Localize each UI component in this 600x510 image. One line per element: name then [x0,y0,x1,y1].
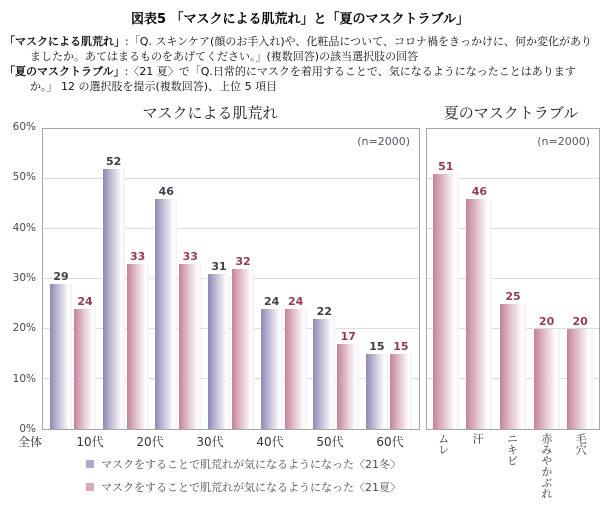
bar-group [50,129,96,429]
bar [433,160,459,429]
bar-value-label: 31 [211,260,227,273]
bar [155,185,177,429]
y-axis [0,121,42,435]
bar [261,295,283,429]
description-text: :〈21 夏〉で「Q.日常的にマスクを着用することで、気になるようになったことはありますか。」 12 の選択肢を提示(複数回答)、上位 5 項目 [30,65,576,93]
bar [179,250,201,429]
bar [567,315,593,429]
x-axis-label-slot [499,433,525,466]
bar-value-label: 33 [130,250,146,263]
right-plot-area [426,128,600,430]
bar-value-label: 15 [369,340,385,353]
description-item [4,34,598,64]
bar-value-label: 17 [340,330,356,344]
legend-item [86,456,401,472]
left-plot-area [42,128,420,430]
bar-value-label: 46 [471,185,488,198]
x-axis-label: 赤みやかぶれ [539,433,553,499]
description-text: :「Q. スキンケア(顔のお手入れ)や、化粧品について、コロナ禍をきっかけに、何か変化がありましたか。あてはまるものをあげてください。」(複数回答)の該当選択肢の回答 [30,35,592,63]
y-axis-tick: 30% [12,272,36,284]
bar-value-label: 32 [235,255,251,269]
bar-value-label: 20 [572,315,588,329]
legend-marker [86,483,94,491]
x-axis-label-slot [465,433,491,444]
bar-group [366,129,412,429]
bar-value-label: 20 [538,315,555,329]
chart-title: マスクによる肌荒れ [142,104,278,122]
x-axis-labels [0,433,420,450]
chart-legend [86,456,401,502]
bar [466,185,492,429]
y-axis-tick: 60% [12,121,36,133]
description-term: 「マスクによる肌荒れ」 [4,35,125,48]
x-axis-label: 40代 [256,435,284,449]
bar [534,315,560,429]
x-axis-label: 30代 [196,435,224,449]
bar-group [261,129,307,429]
chart-title: 夏のマスクトラブル [443,104,579,122]
sample-size-annotation: (n=2000) [537,135,590,148]
x-axis-label: ニキビ [505,433,519,466]
x-axis-labels [422,433,600,499]
description-term: 「夏のマスクトラブル」 [4,65,125,78]
bars-layer [427,129,599,429]
bar-group [103,129,149,429]
bar [208,260,230,429]
bar [74,295,96,429]
bar-group [534,129,560,429]
bar [127,250,149,429]
x-axis-label: 50代 [316,435,344,449]
page-title: 図表5 「マスクによる肌荒れ」と「夏のマスクトラブル」 [130,12,470,27]
bar-group [433,129,459,429]
x-axis-label: 10代 [76,435,104,449]
y-axis-tick: 10% [12,372,36,385]
bar-value-label: 24 [77,295,93,308]
bar-group [208,129,254,429]
bar-group [567,129,593,429]
bar-value-label: 25 [505,290,521,303]
legend-marker [86,460,94,468]
bar-value-label: 52 [106,155,122,168]
bar-group [500,129,526,429]
bar [313,305,335,429]
bar-group [155,129,201,429]
bar [366,340,388,429]
y-axis-tick: 50% [12,171,36,184]
legend-label: マスクをすることで肌荒れが気になるようになった〈21冬〉 [101,458,401,471]
x-axis-label-slot [430,433,456,455]
bar-value-label: 15 [393,340,409,353]
bar [50,270,72,429]
x-axis-label: 60代 [376,435,404,449]
chart-summer-mask-trouble [422,102,600,499]
bar-value-label: 51 [438,160,454,173]
bar-value-label: 22 [316,305,332,318]
y-axis-tick: 40% [12,221,36,234]
bar [500,290,526,429]
sample-size-annotation: (n=2000) [357,135,410,148]
bar [232,255,254,429]
x-axis-label: 20代 [136,435,164,449]
bar [390,340,412,429]
bar-value-label: 46 [158,185,174,198]
bar [337,330,359,429]
bar-value-label: 24 [287,295,304,308]
bar-group [466,129,492,429]
x-axis-label-slot [533,433,559,499]
x-axis-label: ムレ [436,433,450,455]
bar [103,155,125,429]
bar-value-label: 24 [263,295,280,308]
bar [285,295,307,429]
chart-mask-skin-irritation [0,102,420,450]
x-axis-label: 汗 [471,433,485,444]
legend-label: マスクをすることで肌荒れが気になるようになった〈21夏〉 [101,481,401,494]
bars-layer [43,129,419,429]
y-axis-tick: 0% [19,423,36,435]
bar-group [313,129,359,429]
x-axis-label: 毛穴 [574,433,588,455]
x-axis-label: 全体 [17,435,42,449]
y-axis-tick: 20% [12,322,36,335]
bar-value-label: 33 [182,250,198,263]
description-item [4,64,598,94]
bar-value-label: 29 [53,270,69,284]
legend-item [86,479,401,495]
x-axis-label-slot [568,433,594,455]
figure-description [4,34,598,94]
